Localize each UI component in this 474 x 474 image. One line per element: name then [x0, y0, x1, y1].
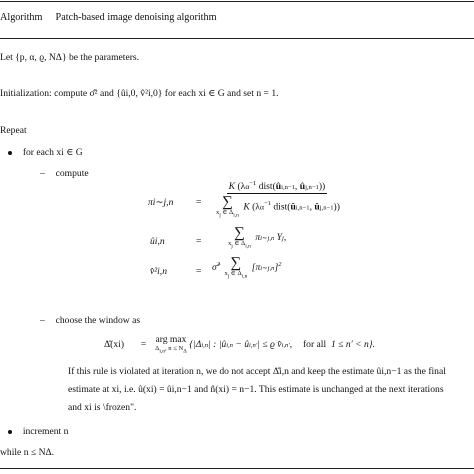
window-condition: {|Δi,n| : |ûi,n − ûi,n′| ≤ ϱ v̂i,n′, [189, 338, 293, 350]
window-range: 1 ≤ n′ < n}. [328, 338, 376, 350]
pi-eq-text: = [196, 197, 202, 208]
v-sigma: σ̂$^2$ [212, 261, 221, 274]
parameters-text: Let {p, α, ϱ, NΔ} be the parameters. [0, 52, 140, 63]
initialization-line [0, 88, 279, 99]
pi-fraction [212, 180, 342, 220]
choose-line [40, 315, 140, 326]
algorithm-label: Algorithm [0, 12, 43, 23]
v-rhs [212, 256, 281, 280]
delta-lhs-text: Δ̂(xi) [104, 338, 125, 350]
top-rule [0, 1, 474, 2]
rule-text-3: and xi is \frozen". [68, 402, 137, 413]
parameters-line [0, 52, 139, 63]
compute-text: compute [55, 168, 89, 179]
header-rule [0, 38, 474, 39]
pi-denominator: ∑ $x_j$ ∈ $\Delta_{i,n}$ K ($\lambda\alpha^{-1}$ dist(ûi,n−1, ûj,n−1)) [216, 194, 340, 219]
pi-lhs-text: πi∼j,n [148, 197, 174, 208]
while-text: while n ≤ NΔ. [0, 447, 55, 458]
algorithm-title: Patch-based image denoising algorithm [55, 12, 217, 23]
dash-marker-2: – [40, 315, 45, 326]
pi-denominator-sum: ∑ $x_j$ ∈ $\Delta_{i,n}$ [216, 194, 239, 219]
bullet-marker [8, 151, 12, 155]
u-lhs [150, 236, 165, 247]
for-all-text: for all [302, 338, 327, 350]
dash-marker: – [40, 168, 45, 179]
pi-rhs-fraction [212, 180, 342, 220]
u-lhs-text: ûi,n [150, 236, 165, 247]
rule-text-2: estimate at xi, i.e. û(xi) = ûi,n−1 and n̂(xi) = n−1. This estimate is unchanged at the next iterations [68, 384, 444, 395]
pi-lhs [148, 197, 173, 208]
increment-text: increment n [22, 426, 69, 437]
u-eq-sign [196, 236, 201, 247]
window-equation [104, 334, 375, 355]
argmax-operator: arg max $\Delta_{i,n}$, $n \le N_\Delta$ [155, 334, 187, 355]
v-rhs-terms: [πi∼j,n]$^2$ [251, 261, 282, 274]
v-sum: ∑ $x_j$ ∈ $\Delta_{i,n}$ [224, 255, 248, 280]
rule-line-2 [68, 384, 444, 395]
v-eq-text: = [196, 266, 202, 277]
algorithm-header [0, 12, 217, 23]
for-each-line [8, 147, 83, 158]
rule-text-1: If this rule is violated at iteration n, we do not accept Δ̂i,n and keep the estimate ûi,n−1 as the final [68, 366, 446, 377]
u-rhs-terms: πi∼j,n Yj, [255, 232, 287, 244]
u-rhs [226, 226, 286, 250]
rule-line-3 [68, 402, 136, 413]
pi-numerator: K ($\lambda\alpha^{-1}$ dist(ûi,n−1, ûj,n−1)) [228, 180, 326, 193]
increment-line [8, 426, 68, 437]
u-eq-text: = [196, 236, 202, 247]
bottom-rule [0, 468, 474, 469]
choose-text: choose the window as [55, 315, 141, 326]
u-sum: ∑ $x_j$ ∈ $\Delta_{i,n}$ [228, 225, 251, 250]
initialization-text: Initialization: compute σ̂² and {ûi,0, v̂²i,0} for each xi ∈ G and set n = 1. [0, 88, 279, 99]
repeat-keyword: Repeat [0, 125, 27, 136]
v-eq-sign [196, 266, 201, 277]
bullet-marker-2 [8, 430, 12, 434]
while-line [0, 447, 54, 458]
window-eq-text: = [140, 338, 147, 350]
compute-line [40, 168, 89, 179]
v-lhs [150, 266, 167, 277]
rule-line-1 [68, 366, 446, 377]
repeat-line [0, 125, 27, 136]
for-each-text: for each xi ∈ G [22, 147, 83, 158]
pi-eq-sign [196, 197, 201, 208]
v-lhs-text: v̂²i,n [150, 266, 167, 277]
